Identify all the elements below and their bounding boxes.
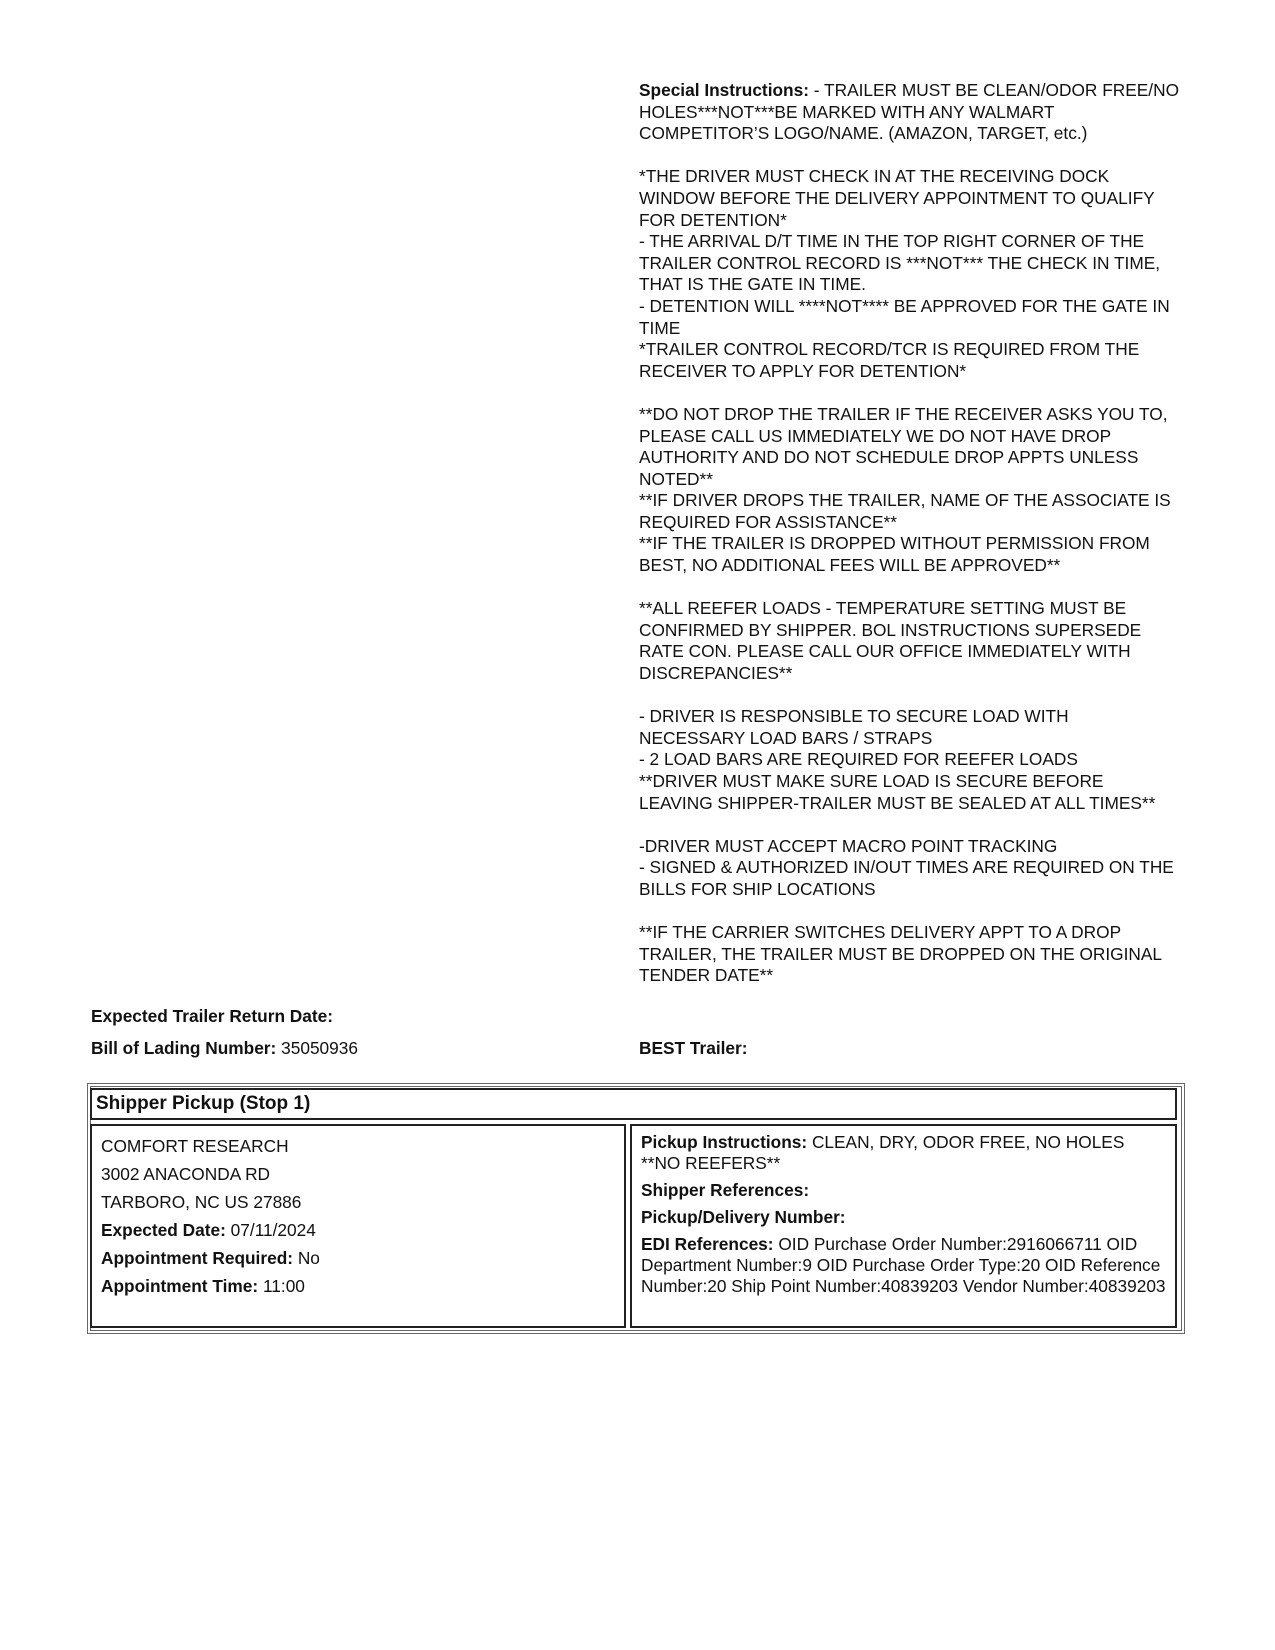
instruction-text: - TRAILER MUST BE CLEAN/ODOR FREE/NO HOLES***NOT***BE MARKED WITH ANY WALMART COMPETITOR’S LOGO/NAME. (AMAZON, TARGET, etc.) (639, 80, 1180, 144)
instruction-text: - SIGNED & AUTHORIZED IN/OUT TIMES ARE REQUIRED ON THE BILLS FOR SHIP LOCATIONS (639, 857, 1174, 899)
instruction-text: *TRAILER CONTROL RECORD/TCR IS REQUIRED FROM THE RECEIVER TO APPLY FOR DETENTION* (639, 339, 1140, 381)
instruction-text: *THE DRIVER MUST CHECK IN AT THE RECEIVING DOCK WINDOW BEFORE THE DELIVERY APPOINTMENT TO QUALIFY FOR DETENTION* (639, 166, 1155, 230)
shipper-address-cell (90, 1124, 626, 1328)
field-value: OID Purchase Order Number:2916066711 OID Department Number:9 OID Purchase Order Type:20 OID Reference Number:20 Ship Point Number:40839203 Vendor Number:40839203 (641, 1234, 1166, 1296)
city-state-zip: TARBORO, NC US 27886 (101, 1192, 302, 1212)
field-label: EDI References: (641, 1234, 774, 1254)
instruction-text: - 2 LOAD BARS ARE REQUIRED FOR REEFER LOADS (639, 749, 1078, 770)
special-instructions-paragraph-4 (639, 598, 1179, 684)
special-instructions-label: Special Instructions: (639, 80, 809, 100)
field-label: Pickup/Delivery Number: (641, 1207, 846, 1227)
pickup-delivery-number (641, 1207, 1166, 1228)
pickup-details-cell (630, 1124, 1177, 1328)
edi-references (641, 1234, 1166, 1297)
field-label: BEST Trailer: (639, 1038, 748, 1058)
expected-trailer-return-date (91, 1006, 333, 1027)
field-value: No (297, 1248, 320, 1268)
instruction-text: **IF DRIVER DROPS THE TRAILER, NAME OF THE ASSOCIATE IS REQUIRED FOR ASSISTANCE** (639, 490, 1171, 532)
special-instructions-paragraph-6 (639, 836, 1179, 901)
company-name: COMFORT RESEARCH (101, 1136, 289, 1156)
shipper-pickup-title: Shipper Pickup (Stop 1) (90, 1088, 1177, 1120)
shipper-pickup-table (87, 1083, 1185, 1334)
field-value: 07/11/2024 (230, 1220, 316, 1240)
instruction-text: - DRIVER IS RESPONSIBLE TO SECURE LOAD WITH NECESSARY LOAD BARS / STRAPS (639, 706, 1069, 748)
field-label: Shipper References: (641, 1180, 810, 1200)
field-value: 11:00 (262, 1276, 305, 1296)
field-label: Bill of Lading Number: (91, 1038, 277, 1058)
special-instructions-paragraph-5 (639, 706, 1179, 814)
special-instructions-paragraph-1 (639, 80, 1179, 145)
bill-of-lading-number (91, 1038, 358, 1059)
instruction-text: -DRIVER MUST ACCEPT MACRO POINT TRACKING (639, 835, 1058, 856)
instruction-text: **DO NOT DROP THE TRAILER IF THE RECEIVER ASKS YOU TO, PLEASE CALL US IMMEDIATELY WE DO NOT HAVE DROP AUTHORITY AND DO NOT SCHEDULE DROP APPTS UNLESS NOTED** (639, 403, 1168, 489)
instruction-text: **DRIVER MUST MAKE SURE LOAD IS SECURE BEFORE LEAVING SHIPPER-TRAILER MUST BE SEALED AT ALL TIMES** (639, 771, 1156, 813)
instruction-text: **IF THE TRAILER IS DROPPED WITHOUT PERMISSION FROM BEST, NO ADDITIONAL FEES WILL BE APPROVED** (639, 533, 1150, 576)
field-label: Appointment Time: (101, 1276, 259, 1296)
pickup-instructions (641, 1132, 1166, 1174)
special-instructions-paragraph-3 (639, 404, 1179, 577)
special-instructions-paragraph-2 (639, 166, 1179, 382)
special-instructions (639, 80, 1179, 987)
field-label: Appointment Required: (101, 1248, 294, 1268)
best-trailer (639, 1038, 748, 1059)
field-value: 35050936 (281, 1038, 358, 1058)
instruction-text: **IF THE CARRIER SWITCHES DELIVERY APPT TO A DROP TRAILER, THE TRAILER MUST BE DROPPED ON THE ORIGINAL TENDER DATE** (639, 922, 1162, 986)
instruction-text: - THE ARRIVAL D/T TIME IN THE TOP RIGHT CORNER OF THE TRAILER CONTROL RECORD IS ***NOT*** THE CHECK IN TIME, THAT IS THE GATE IN TIME. (639, 231, 1161, 295)
field-label: Pickup Instructions: (641, 1132, 808, 1152)
instruction-text: - DETENTION WILL ****NOT**** BE APPROVED FOR THE GATE IN TIME (639, 295, 1170, 338)
field-label: Expected Trailer Return Date: (91, 1006, 334, 1026)
appointment-required (101, 1244, 615, 1272)
appointment-time (101, 1272, 615, 1300)
field-label: Expected Date: (101, 1220, 226, 1240)
street-address: 3002 ANACONDA RD (101, 1164, 271, 1184)
field-value: CLEAN, DRY, ODOR FREE, NO HOLES **NO REEFERS** (641, 1132, 1125, 1173)
special-instructions-paragraph-7 (639, 922, 1179, 987)
instruction-text: **ALL REEFER LOADS - TEMPERATURE SETTING MUST BE CONFIRMED BY SHIPPER. BOL INSTRUCTIONS SUPERSEDE RATE CON. PLEASE CALL OUR OFFICE IMMEDIATELY WITH DISCREPANCIES** (639, 598, 1142, 684)
shipper-references (641, 1180, 1166, 1201)
expected-date (101, 1216, 615, 1244)
